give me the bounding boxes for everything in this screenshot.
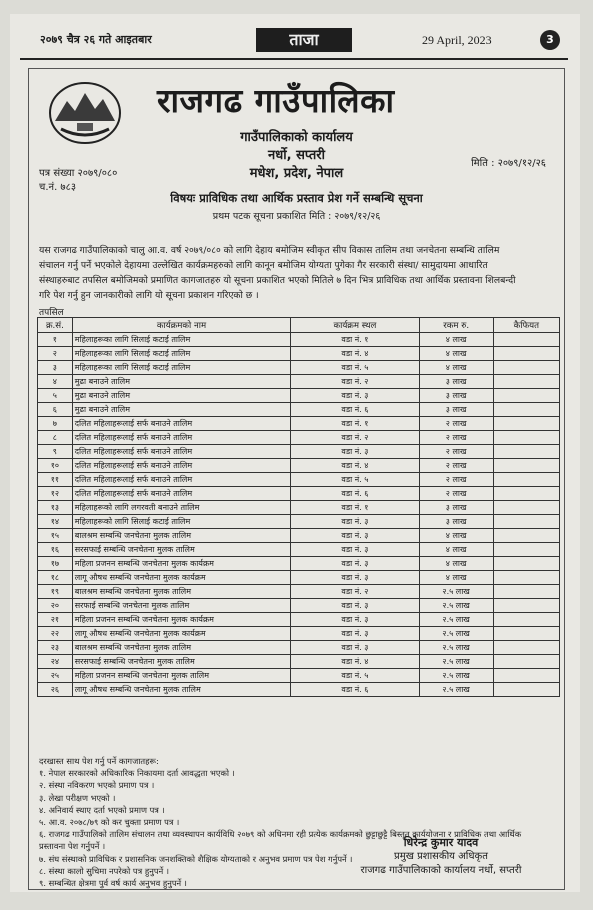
cell-location: वडा नं. ४	[291, 655, 419, 669]
cell-serial: ८	[38, 431, 73, 445]
cell-program-name: बालश्रम सम्बन्धि जनचेतना मुलक तालिम	[72, 585, 290, 599]
cell-remarks	[493, 613, 559, 627]
table-row	[38, 599, 560, 613]
cell-remarks	[493, 403, 559, 417]
cell-serial: ६	[38, 403, 73, 417]
cell-program-name: सरसफाई सम्बन्धि जनचेतना मुलक तालिम	[72, 543, 290, 557]
cell-remarks	[493, 361, 559, 375]
cell-location: वडा नं. ३	[291, 557, 419, 571]
col-location: कार्यक्रम स्थल	[291, 318, 419, 333]
cell-program-name: बालश्रम सम्बन्धि जनचेतना मुलक तालिम	[72, 529, 290, 543]
cell-location: वडा नं. ३	[291, 543, 419, 557]
cell-remarks	[493, 585, 559, 599]
cell-serial: १८	[38, 571, 73, 585]
newspaper-page	[10, 14, 580, 892]
cell-location: वडा नं. १	[291, 501, 419, 515]
table-row	[38, 417, 560, 431]
document-item: ९. सम्बन्धित क्षेत्रमा पुर्व वर्ष कार्य अनुभव हुनुपर्ने ।	[39, 878, 187, 889]
table-row	[38, 375, 560, 389]
cell-location: वडा नं. ३	[291, 389, 419, 403]
cell-serial: १५	[38, 529, 73, 543]
signatory-office: राजगढ गाउँपालिकाको कार्यालय नर्धो, सप्तरी	[360, 865, 522, 876]
cell-amount: २ लाख	[419, 473, 493, 487]
cell-program-name: दलित महिलाहरूलाई सर्फ बनाउने तालिम	[72, 459, 290, 473]
cell-serial: १	[38, 333, 73, 347]
cell-program-name: दलित महिलाहरूलाई सर्फ बनाउने तालिम	[72, 417, 290, 431]
cell-amount: ३ लाख	[419, 389, 493, 403]
cell-serial: ११	[38, 473, 73, 487]
cell-serial: २३	[38, 641, 73, 655]
table-row	[38, 333, 560, 347]
cell-amount: २.५ लाख	[419, 655, 493, 669]
cell-location: वडा नं. ६	[291, 487, 419, 501]
cell-remarks	[493, 655, 559, 669]
schedule-label: तपसिल	[39, 308, 64, 318]
cell-location: वडा नं. ४	[291, 459, 419, 473]
cell-amount: २.५ लाख	[419, 669, 493, 683]
cell-location: वडा नं. ५	[291, 361, 419, 375]
cell-location: वडा नं. ३	[291, 627, 419, 641]
cell-program-name: लागू औषध सम्बन्धि जनचेतना मुलक कार्यक्रम	[72, 571, 290, 585]
cell-remarks	[493, 683, 559, 697]
cell-program-name: बालश्रम सम्बन्धि जनचेतना मुलक तालिम	[72, 641, 290, 655]
cell-remarks	[493, 627, 559, 641]
cell-remarks	[493, 375, 559, 389]
cell-serial: ३	[38, 361, 73, 375]
document-item: ३. लेखा परीक्षण भएको ।	[39, 792, 116, 803]
table-row	[38, 515, 560, 529]
cell-program-name: महिला प्रजनन सम्बन्धि जनचेतना मुलक तालिम	[72, 669, 290, 683]
document-item: ५. आ.व. २०७८/७९ को कर चुक्ता प्रमाण पत्र ।	[39, 817, 180, 828]
cell-serial: १६	[38, 543, 73, 557]
table-row	[38, 585, 560, 599]
paragraph-line: यस राजगढ गाउँपालिकाको चालु आ.व. वर्ष २०७९/०८० को लागि देहाय बमोजिम स्वीकृत सीप विकास तालिम तथा जनचेतना सम्बन्धि तालिम	[39, 245, 500, 256]
cell-amount: ३ लाख	[419, 375, 493, 389]
cell-remarks	[493, 417, 559, 431]
cell-remarks	[493, 333, 559, 347]
table-row	[38, 683, 560, 697]
cell-amount: ४ लाख	[419, 333, 493, 347]
table-row	[38, 347, 560, 361]
table-row	[38, 361, 560, 375]
cell-amount: ४ लाख	[419, 347, 493, 361]
notice-date: मिति : २०७९/१२/२६	[471, 158, 546, 169]
program-table	[37, 317, 560, 697]
cell-program-name: महिलाहरूका लागि सिलाई कटाई तालिम	[72, 361, 290, 375]
notice-paragraph	[39, 243, 559, 303]
cell-remarks	[493, 641, 559, 655]
cell-serial: २	[38, 347, 73, 361]
cell-program-name: महिलाहरूका लागि सिलाई कटाई तालिम	[72, 333, 290, 347]
cell-amount: २.५ लाख	[419, 627, 493, 641]
cell-program-name: दलित महिलाहरूलाई सर्फ बनाउने तालिम	[72, 431, 290, 445]
cell-remarks	[493, 347, 559, 361]
cell-location: वडा नं. ३	[291, 599, 419, 613]
cell-amount: ३ लाख	[419, 501, 493, 515]
cell-remarks	[493, 473, 559, 487]
cell-remarks	[493, 445, 559, 459]
cell-amount: ३ लाख	[419, 515, 493, 529]
cell-remarks	[493, 543, 559, 557]
signatory-name: धिरेन्द्र कुमार यादव	[403, 836, 479, 849]
cell-location: वडा नं. २	[291, 585, 419, 599]
cell-serial: २६	[38, 683, 73, 697]
document-item: ८. संस्था कालो सुचिमा नपरेको पत्र हुनुपर्ने ।	[39, 865, 169, 876]
cell-remarks	[493, 571, 559, 585]
table-row	[38, 389, 560, 403]
cell-program-name: मुढा बनाउने तालिम	[72, 389, 290, 403]
cell-serial: ४	[38, 375, 73, 389]
cell-serial: ९	[38, 445, 73, 459]
cell-program-name: महिला प्रजनन सम्बन्धि जनचेतना मुलक कार्यक्रम	[72, 557, 290, 571]
municipality-title: राजगढ गाउँपालिका	[157, 81, 395, 120]
cell-location: वडा नं. ५	[291, 473, 419, 487]
cell-location: वडा नं. ३	[291, 613, 419, 627]
cell-program-name: दलित महिलाहरूलाई सर्फ बनाउने तालिम	[72, 473, 290, 487]
table-row	[38, 669, 560, 683]
cell-location: वडा नं. १	[291, 333, 419, 347]
cell-amount: २ लाख	[419, 487, 493, 501]
table-row	[38, 431, 560, 445]
letter-number: पत्र संख्या २०७९/०८०	[39, 168, 118, 179]
cell-remarks	[493, 557, 559, 571]
cell-program-name: दलित महिलाहरूलाई सर्फ बनाउने तालिम	[72, 445, 290, 459]
cell-remarks	[493, 669, 559, 683]
cell-program-name: लागू औषध सम्बन्धि जनचेतना मुलक तालिम	[72, 683, 290, 697]
table-row	[38, 543, 560, 557]
page-number: 3	[540, 30, 560, 50]
cell-location: वडा नं. ३	[291, 515, 419, 529]
document-item: ४. अनिवार्य स्थाए दर्ता भएको प्रमाण पत्र ।	[39, 804, 165, 815]
document-item: प्रस्तावना पेश गर्नुपर्ने ।	[39, 841, 106, 852]
cell-serial: १७	[38, 557, 73, 571]
signatory-designation: प्रमुख प्रशासकीय अधिकृत	[394, 851, 488, 862]
cell-amount: ४ लाख	[419, 361, 493, 375]
table-row	[38, 557, 560, 571]
cell-program-name: महिलाहरूको लागि लगरवती बनाउने तालिम	[72, 501, 290, 515]
cell-remarks	[493, 529, 559, 543]
cell-amount: २.५ लाख	[419, 613, 493, 627]
cell-serial: २०	[38, 599, 73, 613]
cell-amount: ४ लाख	[419, 571, 493, 585]
table-row	[38, 487, 560, 501]
cell-remarks	[493, 515, 559, 529]
documents-heading: दरखास्त साथ पेश गर्नु पर्ने कागजातहरू:	[39, 756, 159, 766]
cell-location: वडा नं. ३	[291, 445, 419, 459]
cell-program-name: दलित महिलाहरूलाई सर्फ बनाउने तालिम	[72, 487, 290, 501]
table-row	[38, 613, 560, 627]
office-name: गाउँपालिकाको कार्यालय	[240, 130, 353, 145]
cell-serial: १९	[38, 585, 73, 599]
document-item: ७. संघ संस्थाको प्राविधिक र प्रशासनिक जनशक्तिको शैक्षिक योग्यताको र अनुभव प्रमाण पत्र पेश गर्नुपर्ने ।	[39, 853, 353, 864]
col-serial: क्र.सं.	[38, 318, 73, 333]
table-header-row	[38, 318, 560, 333]
cell-amount: २.५ लाख	[419, 599, 493, 613]
cell-serial: २२	[38, 627, 73, 641]
cell-amount: ४ लाख	[419, 543, 493, 557]
document-item: ६. राजगढ गाउँपालिको तालिम संचालन तथा व्यवस्थापन कार्यविधि २०७९ को अधिनमा रही प्रत्येक कार्यक्रमको छुट्टाछुट्टै बिस्तृत कार्ययोजना र प्राविधिक तथा आर्थिक	[39, 829, 522, 840]
table-row	[38, 501, 560, 515]
cell-location: वडा नं. २	[291, 431, 419, 445]
paragraph-line: संस्थाहरुबाट तपसिल बमोजिमको प्रमाणित कागजातहरु यो सूचना प्रकाशित भएको मितिले ७ दिन भित्र प्राविधिक तथा आर्थिक प्रस्तावना शिलबन्दी	[39, 275, 516, 286]
table-row	[38, 627, 560, 641]
cell-location: वडा नं. ३	[291, 529, 419, 543]
paragraph-line: संचालन गर्नु पर्ने भएकोले देहायमा उल्लेखित कार्यक्रमहरुको लागि कानून बमोजिम योग्यता पुगेका गैर सरकारी संस्था/ सामुदायमा आधारित	[39, 260, 488, 271]
col-amount: रकम रु.	[419, 318, 493, 333]
dispatch-number: च.नं. ७८३	[39, 182, 77, 193]
document-item: २. संस्था नविकरण भएको प्रमाण पत्र ।	[39, 780, 155, 791]
cell-program-name: महिलाहरूको लागि सिलाई कटाई तालिम	[72, 515, 290, 529]
cell-remarks	[493, 431, 559, 445]
table-body	[38, 333, 560, 697]
table-row	[38, 571, 560, 585]
cell-remarks	[493, 487, 559, 501]
cell-location: वडा नं. ६	[291, 683, 419, 697]
table-row	[38, 445, 560, 459]
cell-location: वडा नं. ३	[291, 571, 419, 585]
cell-amount: २.५ लाख	[419, 683, 493, 697]
public-notice	[28, 68, 565, 890]
table-row	[38, 473, 560, 487]
cell-serial: १२	[38, 487, 73, 501]
cell-program-name: सरफाई सम्बन्धि जनचेतना मुलक तालिम	[72, 599, 290, 613]
cell-amount: २ लाख	[419, 417, 493, 431]
cell-amount: ४ लाख	[419, 529, 493, 543]
cell-location: वडा नं. ३	[291, 641, 419, 655]
cell-program-name: मुढा बनाउने तालिम	[72, 403, 290, 417]
cell-amount: २ लाख	[419, 459, 493, 473]
cell-amount: २ लाख	[419, 445, 493, 459]
cell-amount: ४ लाख	[419, 557, 493, 571]
newspaper-logo: ताजा	[256, 28, 352, 52]
masthead-date-english: 29 April, 2023	[422, 33, 492, 47]
col-remarks: कैफियत	[493, 318, 559, 333]
cell-program-name: सरसफाई सम्बन्धि जनचेतना मुलक तालिम	[72, 655, 290, 669]
table-row	[38, 529, 560, 543]
notice-subject: विषयः प्राविधिक तथा आर्थिक प्रस्ताव प्रेश गर्ने सम्बन्धि सूचना	[170, 191, 423, 205]
cell-serial: २४	[38, 655, 73, 669]
cell-location: वडा नं. ४	[291, 347, 419, 361]
masthead	[20, 24, 568, 60]
office-address-district: नर्धो, सप्तरी	[268, 148, 325, 163]
table-row	[38, 459, 560, 473]
office-address-province: मधेश, प्रदेश, नेपाल	[249, 166, 344, 181]
cell-serial: २१	[38, 613, 73, 627]
cell-location: वडा नं. ५	[291, 669, 419, 683]
cell-location: वडा नं. ६	[291, 403, 419, 417]
cell-location: वडा नं. १	[291, 417, 419, 431]
masthead-date-nepali: २०७९ चैत्र २६ गते आइतबार	[40, 33, 152, 46]
cell-location: वडा नं. २	[291, 375, 419, 389]
cell-serial: ५	[38, 389, 73, 403]
cell-serial: २५	[38, 669, 73, 683]
cell-serial: ७	[38, 417, 73, 431]
cell-serial: १०	[38, 459, 73, 473]
signature-block	[336, 836, 546, 878]
cell-remarks	[493, 501, 559, 515]
cell-remarks	[493, 389, 559, 403]
table-row	[38, 641, 560, 655]
cell-amount: २ लाख	[419, 431, 493, 445]
cell-remarks	[493, 599, 559, 613]
cell-serial: १४	[38, 515, 73, 529]
cell-serial: १३	[38, 501, 73, 515]
cell-program-name: मुढा बनाउने तालिम	[72, 375, 290, 389]
cell-program-name: महिला प्रजनन सम्बन्धि जनचेतना मुलक कार्यक्रम	[72, 613, 290, 627]
table-row	[38, 655, 560, 669]
cell-amount: २.५ लाख	[419, 585, 493, 599]
col-program-name: कार्यक्रमको नाम	[72, 318, 290, 333]
table-row	[38, 403, 560, 417]
cell-program-name: महिलाहरूका लागि सिलाई कटाई तालिम	[72, 347, 290, 361]
cell-amount: ३ लाख	[419, 403, 493, 417]
document-item: १. नेपाल सरकारको अधिकारिक निकायमा दर्ता आवद्धता भएको ।	[39, 768, 235, 779]
publication-date: प्रथम पटक सूचना प्रकाशित मिति : २०७९/१२/२६	[212, 211, 381, 222]
cell-program-name: लागू औषध सम्बन्धि जनचेतना मुलक कार्यक्रम	[72, 627, 290, 641]
paragraph-line: गरि पेश गर्नु हुन जानकारीको लागि यो सूचना प्रकाशन गरिएको छ ।	[39, 290, 259, 301]
cell-remarks	[493, 459, 559, 473]
cell-amount: २.५ लाख	[419, 641, 493, 655]
